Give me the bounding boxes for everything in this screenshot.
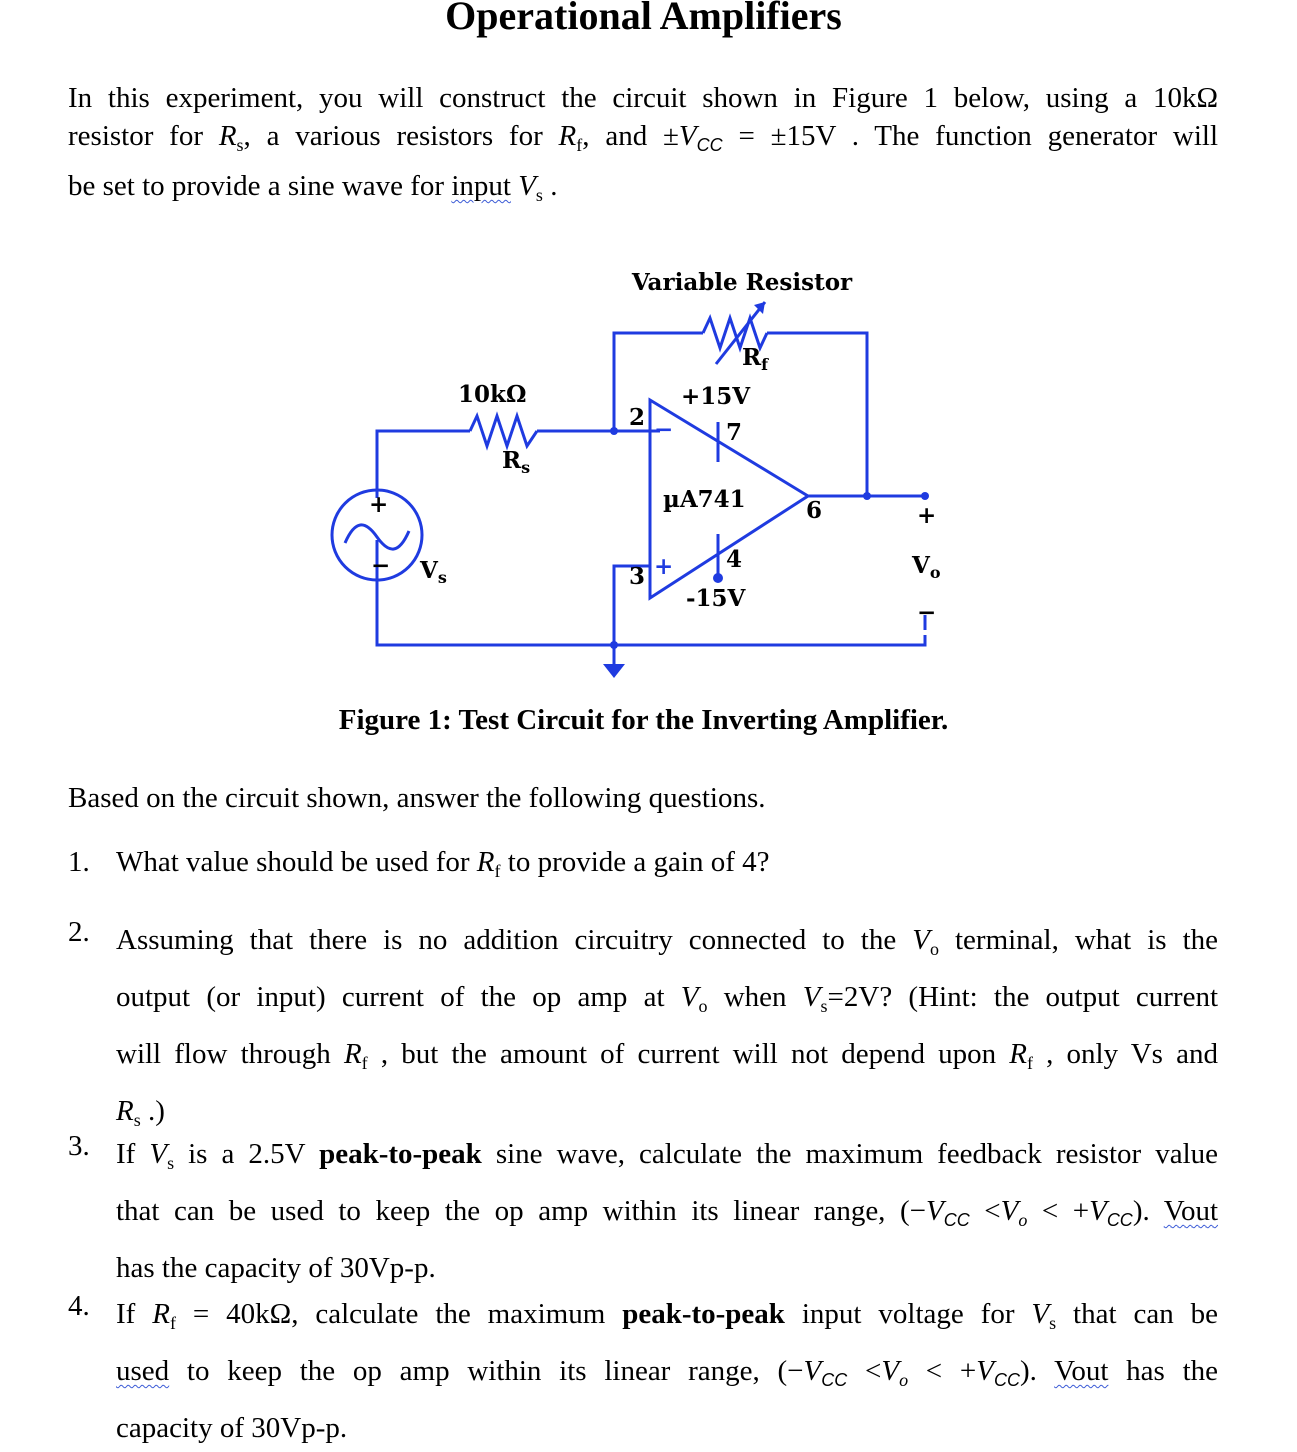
input-spell-flag: input <box>451 170 511 202</box>
rs-value-label: 10kΩ <box>458 381 527 408</box>
intro-line-1: In this experiment, you will construct the circuit shown in Figure 1 below, using a 10kΩ <box>68 82 1218 114</box>
vo-label: $V_o$ <box>912 552 941 582</box>
rs-resistor <box>470 416 537 446</box>
vout-spell-flag: Vout <box>1054 1355 1109 1387</box>
pin4-label: 4 <box>726 546 743 573</box>
output-minus: − <box>917 599 937 626</box>
question-number: 2. <box>68 916 90 948</box>
inverting-sign: − <box>654 416 674 443</box>
rf-label: $R_f$ <box>742 344 769 374</box>
vplus-label: +15V <box>681 383 751 410</box>
pin3-label: 3 <box>629 563 646 590</box>
opamp-label: µA741 <box>663 486 746 513</box>
question-number: 1. <box>68 846 90 878</box>
noninverting-sign: + <box>654 553 674 580</box>
vout-spell-flag: Vout <box>1163 1195 1219 1227</box>
vminus-label: -15V <box>686 585 746 612</box>
pin2-label: 2 <box>629 404 646 431</box>
intro-line-3: be set to provide a sine wave for input $V_s$ . <box>68 170 558 205</box>
wire-source-top <box>377 431 470 498</box>
source-plus: + <box>369 491 389 518</box>
source-minus: − <box>371 552 391 579</box>
pin6-label: 6 <box>806 497 823 524</box>
question-number: 4. <box>68 1290 90 1322</box>
circuit-diagram <box>320 262 960 692</box>
intro-line-2: resistor for $R_s$, a various resistors for $R_f$, and $\pm V_{CC} = \pm 15V$ . The function generator will <box>68 120 1219 155</box>
wire-feedback-right <box>767 333 867 496</box>
variable-resistor-label: Variable Resistor <box>631 269 853 296</box>
used-spell-flag: used <box>116 1355 170 1387</box>
output-plus: + <box>917 502 937 529</box>
figure-caption: Figure 1: Test Circuit for the Inverting Amplifier. <box>338 704 949 736</box>
rs-label: $R_s$ <box>502 447 531 477</box>
page-title: Operational Amplifiers <box>445 0 842 38</box>
vs-label: $V_s$ <box>420 557 447 587</box>
instructions-text: Based on the circuit shown, answer the following questions. <box>68 782 766 814</box>
question-number: 3. <box>68 1130 90 1162</box>
pin7-label: 7 <box>726 419 743 446</box>
